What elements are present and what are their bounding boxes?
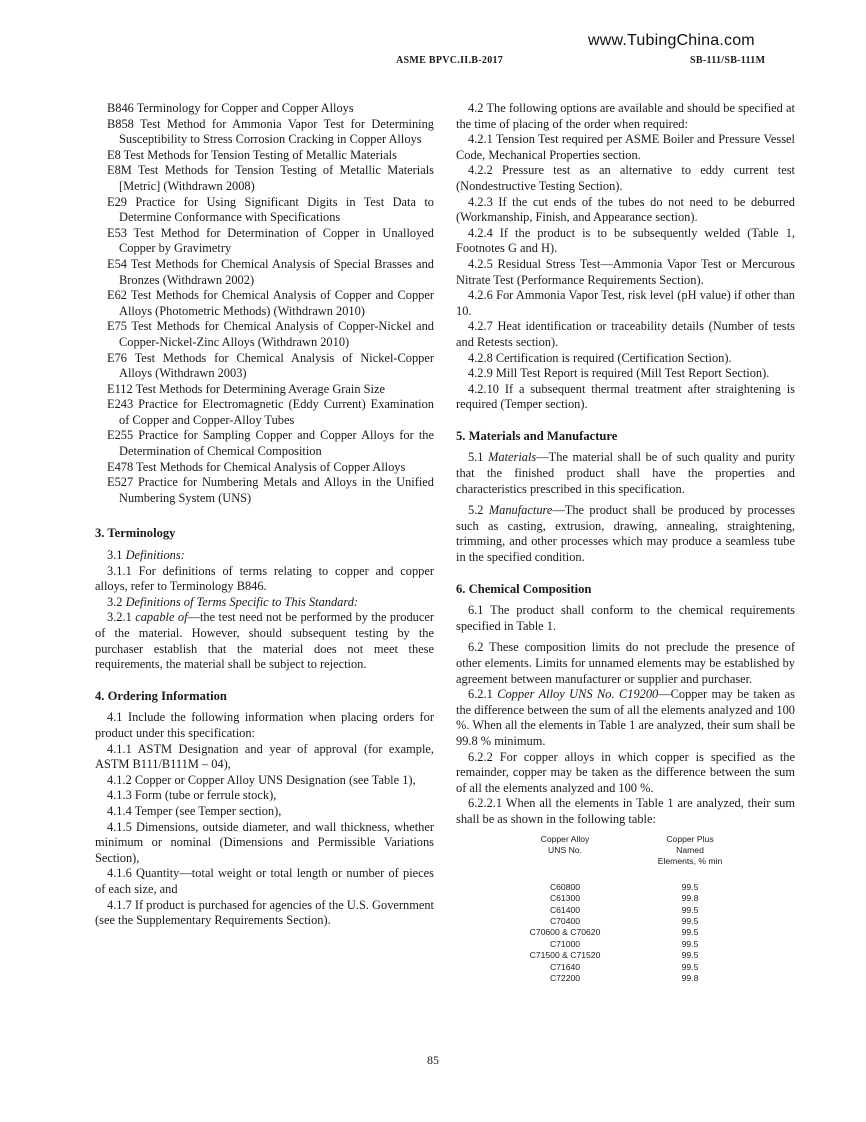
watermark: www.TubingChina.com [588, 32, 755, 49]
table-row: C61400 99.5 [549, 904, 699, 915]
reference-item: B858 Test Method for Ammonia Vapor Test for Determining Susceptibility to Stress Corrosion Cracking in Copper Alloys [107, 116, 434, 147]
referenced-documents-list [95, 101, 434, 506]
paragraph-4-1-6: 4.1.6 Quantity—total weight or total length or number of pieces of each size, and [95, 866, 434, 896]
table-row: C72200 99.8 [549, 973, 699, 983]
section-heading-terminology: 3. Terminology [95, 526, 176, 541]
paragraph-6-2-1: 6.2.1 Copper Alloy UNS No. C19200—Copper may be taken as the difference between the sum of all the elements analyzed and 100 %. When all the elements in Table 1 are analyzed, their sum shall be 99.8 % minimum. [456, 687, 795, 748]
paragraph-3-2-1: 3.2.1 capable of—the test need not be performed by the producer of the material. However, should subsequent testing by the purchaser establish that the material does not meet these requirements, the material shall be subject to rejection. [95, 610, 434, 672]
paragraph-4-2: 4.2 The following options are available and should be specified at the time of placing of the order when required: [456, 101, 795, 131]
reference-item: E255 Practice for Sampling Copper and Copper Alloys for the Determination of Chemical Composition [107, 428, 434, 459]
section-heading-materials-and-manufacture: 5. Materials and Manufacture [456, 428, 618, 443]
reference-item: E53 Test Method for Determination of Copper in Unalloyed Copper by Gravimetry [107, 225, 434, 256]
reference-item: E8 Test Methods for Tension Testing of Metallic Materials [107, 147, 397, 162]
section-heading-ordering-information: 4. Ordering Information [95, 688, 227, 703]
paragraph-6-1: 6.1 The product shall conform to the chemical requirements specified in Table 1. [456, 603, 795, 633]
running-header-right: SB-111/SB-111M [690, 55, 766, 66]
paragraph-4-2-1: 4.2.1 Tension Test required per ASME Boiler and Pressure Vessel Code, Mechanical Properties section. [456, 132, 795, 162]
table-row: C71000 99.5 [549, 938, 699, 949]
table-header [500, 834, 750, 868]
paragraph-4-2-3: 4.2.3 If the cut ends of the tubes do not need to be deburred (Workmanship, Finish, and Appearance section). [456, 194, 795, 225]
paragraph-4-1-2: 4.1.2 Copper or Copper Alloy UNS Designation (see Table 1), [107, 772, 416, 787]
table-row: C70600 & C70620 99.5 [529, 927, 699, 938]
paragraph-4-2-6: 4.2.6 For Ammonia Vapor Test, risk level (pH value) if other than 10. [456, 288, 795, 318]
right-column [456, 101, 795, 984]
table-header-copper-plus: Copper Plus Named Elements, % min [657, 833, 723, 867]
paragraph-4-1-7: 4.1.7 If product is purchased for agencies of the U.S. Government (see the Supplementary Requirements Section). [95, 897, 434, 928]
reference-item: E29 Practice for Using Significant Digits in Test Data to Determine Conformance with Specifications [107, 194, 434, 225]
paragraph-3-1: 3.1 Definitions: [107, 548, 185, 563]
table-row: C71500 & C71520 99.5 [529, 950, 699, 961]
paragraph-4-2-2: 4.2.2 Pressure test as an alternative to eddy current test (Nondestructive Testing Section). [456, 163, 795, 193]
paragraph-4-2-10: 4.2.10 If a subsequent thermal treatment after straightening is required (Temper section). [456, 381, 795, 412]
paragraph-4-1-5: 4.1.5 Dimensions, outside diameter, and wall thickness, whether minimum or nominal (Dimensions and Permissible Variations Section), [95, 819, 434, 865]
table-body [500, 882, 750, 985]
reference-item: E62 Test Methods for Chemical Analysis of Copper and Copper Alloys (Photometric Methods) (Withdrawn 2010) [107, 288, 434, 318]
reference-item: E243 Practice for Electromagnetic (Eddy Current) Examination of Copper and Copper-Alloy Tubes [107, 397, 434, 427]
running-header-left: ASME BPVC.II.B-2017 [396, 55, 504, 66]
paragraph-3-1-1: 3.1.1 For definitions of terms relating to copper and copper alloys, refer to Terminology B846. [95, 563, 434, 594]
reference-item: E75 Test Methods for Chemical Analysis of Copper-Nickel and Copper-Nickel-Zinc Alloys (Withdrawn 2010) [107, 319, 434, 349]
paragraph-4-2-9: 4.2.9 Mill Test Report is required (Mill Test Report Section). [468, 366, 770, 381]
table-header-alloy: Copper Alloy UNS No. [540, 833, 590, 855]
reference-item: B846 Terminology for Copper and Copper Alloys [107, 101, 354, 115]
paragraph-4-1-3: 4.1.3 Form (tube or ferrule stock), [107, 788, 277, 803]
paragraph-4-2-8: 4.2.8 Certification is required (Certification Section). [468, 350, 732, 365]
reference-item: E478 Test Methods for Chemical Analysis of Copper Alloys [107, 459, 406, 474]
paragraph-6-2: 6.2 These composition limits do not preclude the presence of other elements. Limits for unnamed elements may be established by agreement between manufacturer or supplier and purchaser. [456, 640, 795, 686]
left-column [95, 101, 434, 929]
paragraph-4-1: 4.1 Include the following information when placing orders for product under this specification: [95, 710, 434, 740]
paragraph-5-1: 5.1 Materials—The material shall be of such quality and purity that the finished product shall have the properties and characteristics prescribed in this specification. [456, 450, 796, 496]
reference-item: E54 Test Methods for Chemical Analysis of Special Brasses and Bronzes (Withdrawn 2002) [107, 256, 434, 287]
table-row: C60800 99.5 [549, 881, 699, 892]
reference-item: E527 Practice for Numbering Metals and Alloys in the Unified Numbering System (UNS) [107, 475, 434, 505]
paragraph-3-2: 3.2 Definitions of Terms Specific to This Standard: [107, 594, 359, 609]
table-row: C61300 99.8 [549, 893, 699, 904]
paragraph-4-2-4: 4.2.4 If the product is to be subsequently welded (Table 1, Footnotes G and H). [456, 225, 795, 256]
table-row: C70400 99.5 [549, 915, 699, 926]
paragraph-4-1-4: 4.1.4 Temper (see Temper section), [107, 803, 282, 818]
reference-item: E8M Test Methods for Tension Testing of Metallic Materials [Metric] (Withdrawn 2008) [107, 163, 434, 193]
paragraph-4-2-7: 4.2.7 Heat identification or traceability details (Number of tests and Retests section). [456, 319, 795, 349]
section-heading-chemical-composition: 6. Chemical Composition [456, 581, 592, 596]
reference-item: E76 Test Methods for Chemical Analysis of Nickel-Copper Alloys (Withdrawn 2003) [107, 350, 434, 381]
paragraph-4-2-5: 4.2.5 Residual Stress Test—Ammonia Vapor Test or Mercurous Nitrate Test (Performance Requirements Section). [456, 256, 795, 287]
paragraph-6-2-2-1: 6.2.2.1 When all the elements in Table 1 are analyzed, their sum shall be as shown in the following table: [456, 796, 795, 826]
paragraph-4-1-1: 4.1.1 ASTM Designation and year of approval (for example, ASTM B111/B111M – 04), [95, 741, 434, 772]
table-row: C71640 99.5 [549, 961, 699, 972]
page-number: 85 [427, 1053, 439, 1067]
paragraph-6-2-2: 6.2.2 For copper alloys in which copper is specified as the remainder, copper may be taken as the difference between the sum of all the elements analyzed and 100 %. [456, 749, 795, 795]
copper-plus-elements-table [500, 834, 750, 985]
reference-item: E112 Test Methods for Determining Average Grain Size [107, 381, 385, 396]
paragraph-5-2: 5.2 Manufacture—The product shall be produced by processes such as casting, extrusion, drawing, annealing, straightening, trimming, and other processes which may produce a seamless tube in the specified condition. [456, 503, 795, 565]
